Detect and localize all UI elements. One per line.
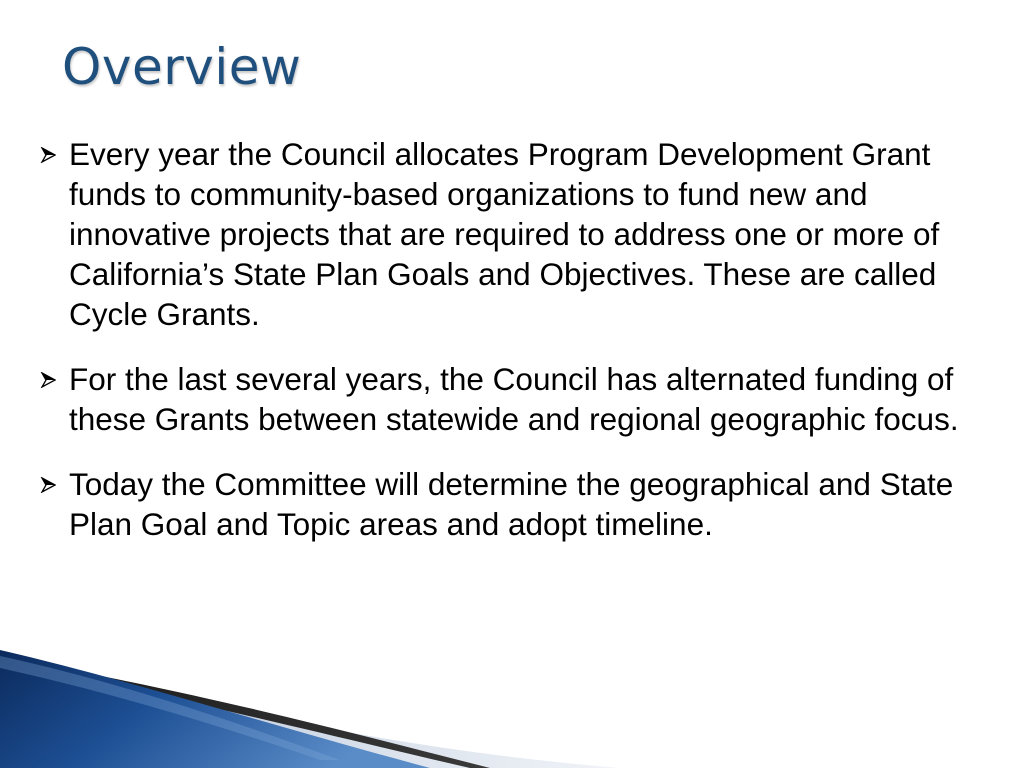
slide-title: Overview [62, 38, 302, 96]
chevron-right-icon [40, 372, 56, 388]
bullet-text: Every year the Council allocates Program Development Grant funds to community-based organizations to fund new and innovative projects that are required to address one or more of California’s State Plan Goals and Objectives. These are called Cycle Grants. [69, 136, 940, 332]
bullet-list [40, 134, 970, 544]
bullet-item [40, 134, 970, 334]
chevron-right-icon [40, 147, 56, 163]
bullet-item [40, 464, 970, 544]
bullet-item [40, 359, 970, 439]
bullet-text: For the last several years, the Council has alternated funding of these Grants between statewide and regional geographic focus. [69, 361, 959, 437]
chevron-right-icon [40, 477, 56, 493]
bullet-text: Today the Committee will determine the geographical and State Plan Goal and Topic areas and adopt timeline. [69, 466, 954, 542]
